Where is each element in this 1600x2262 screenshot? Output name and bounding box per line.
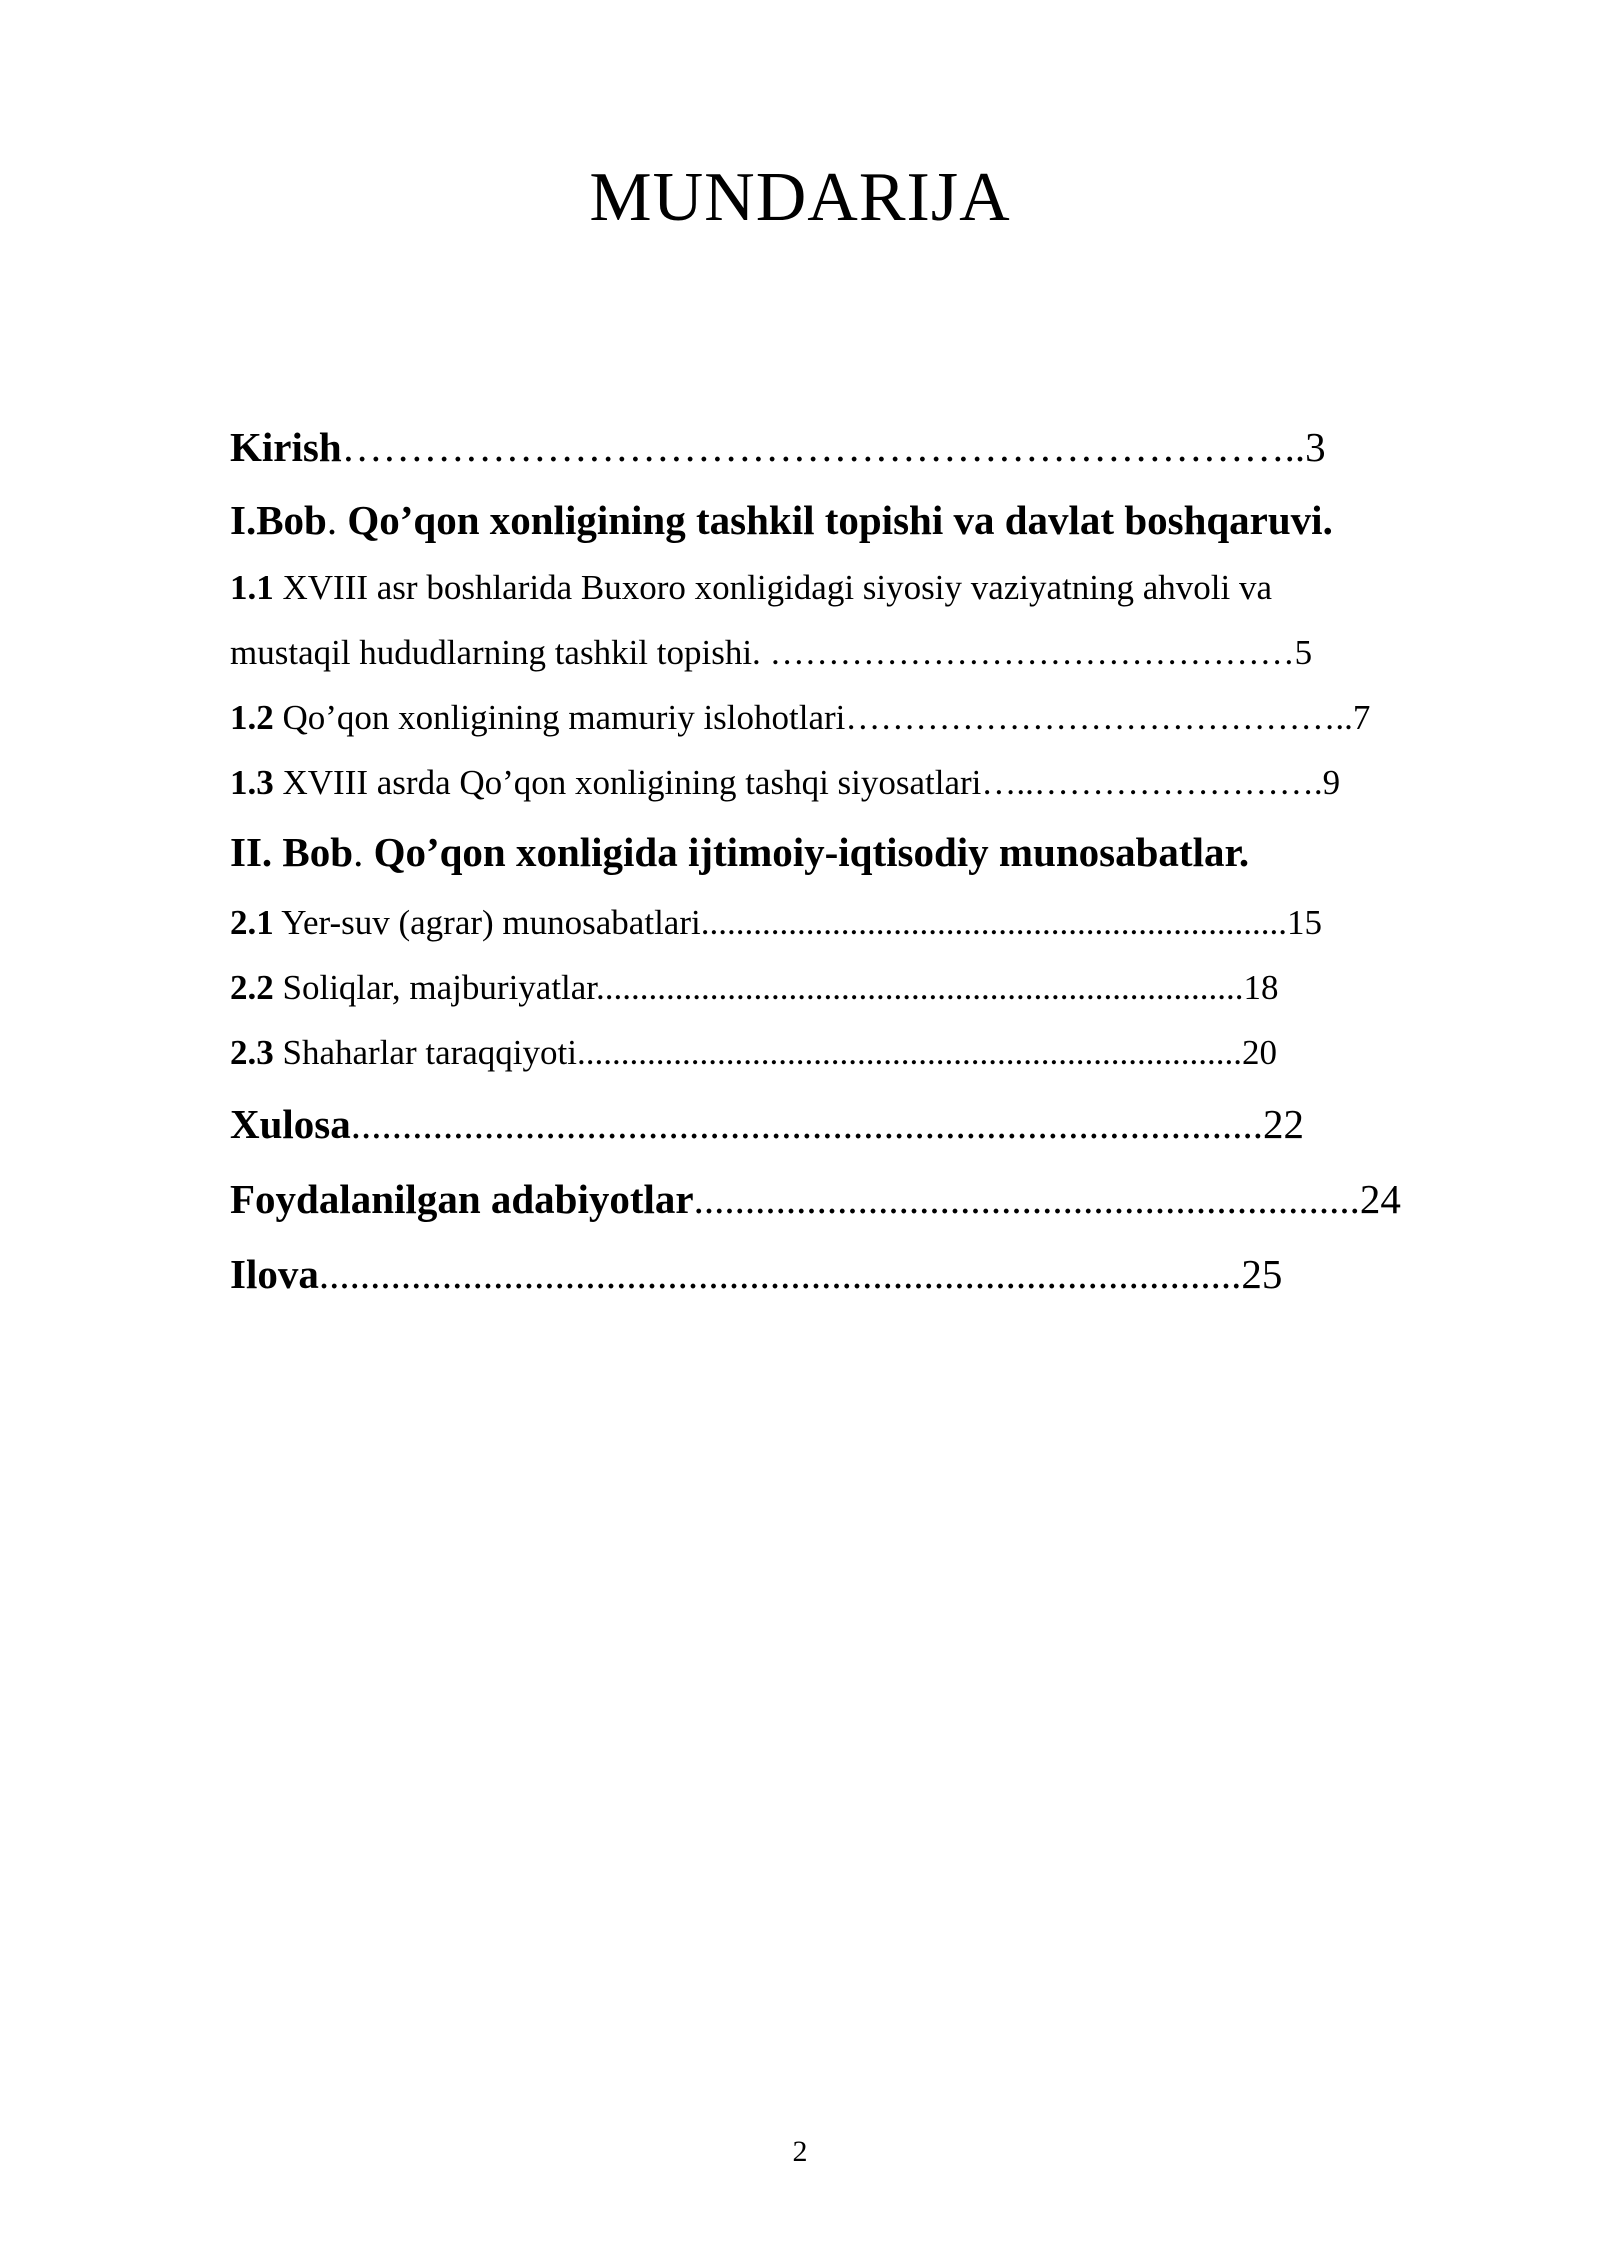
section-title-continued: mustaqil hududlarning tashkil topishi.: [230, 633, 770, 672]
toc-label: Kirish: [230, 424, 342, 470]
toc-leader: .........................................................................................: [350, 1101, 1264, 1147]
toc-leader: ..........................................................................................: [318, 1251, 1242, 1297]
section-number: 2.1: [230, 903, 274, 942]
toc-entry-2-3[interactable]: [230, 1033, 1277, 1073]
section-title: XVIII asr boshlarida Buxoro xonligidagi siyosiy vaziyatning ahvoli va: [273, 568, 1273, 607]
toc-page: 5: [1294, 633, 1313, 672]
toc-page: 25: [1241, 1251, 1283, 1297]
toc-page: 9: [1322, 763, 1341, 802]
toc-page: 22: [1263, 1101, 1305, 1147]
toc-label: Ilova: [230, 1251, 319, 1297]
page-title: MUNDARIJA: [589, 159, 1011, 236]
toc-page: 15: [1286, 903, 1322, 942]
chapter-prefix: I.Bob: [230, 497, 327, 543]
toc-entry-kirish[interactable]: [230, 423, 1326, 471]
chapter-separator: .: [326, 497, 348, 543]
toc-entry-1-1-continued[interactable]: [230, 633, 1312, 673]
chapter-title: Qo’qon xonligida ijtimoiy-iqtisodiy munosabatlar.: [373, 829, 1250, 875]
section-title: Yer-suv (agrar) munosabatlari: [273, 903, 701, 942]
section-number: 2.2: [230, 968, 274, 1007]
toc-label: Foydalanilgan adabiyotlar: [230, 1176, 694, 1222]
toc-chapter-1[interactable]: [230, 496, 1333, 544]
page-number: 2: [792, 2135, 808, 2168]
toc-entry-1-1[interactable]: [230, 568, 1272, 608]
section-number: 2.3: [230, 1033, 274, 1072]
chapter-separator: .: [353, 829, 374, 875]
section-title: XVIII asrda Qo’qon xonligining tashqi siyosatlari: [273, 763, 982, 802]
toc-leader: ...................................................................: [700, 903, 1287, 942]
toc-entry-2-2[interactable]: [230, 968, 1279, 1008]
toc-leader: ………………………………………: [769, 633, 1295, 672]
toc-page: 7: [1352, 698, 1371, 737]
toc-label: Xulosa: [230, 1101, 351, 1147]
section-number: 1.1: [230, 568, 274, 607]
toc-page: 3: [1305, 424, 1326, 470]
section-title: Soliqlar, majburiyatlar: [273, 968, 597, 1007]
toc-chapter-2[interactable]: [230, 828, 1249, 876]
toc-entry-adabiyotlar[interactable]: [230, 1175, 1401, 1223]
section-title: Qo’qon xonligining mamuriy islohotlari: [273, 698, 846, 737]
toc-entry-ilova[interactable]: [230, 1250, 1282, 1298]
toc-entry-xulosa[interactable]: [230, 1100, 1304, 1148]
toc-entry-2-1[interactable]: [230, 903, 1322, 943]
section-number: 1.2: [230, 698, 274, 737]
toc-leader: ……………………………………………………………..: [341, 424, 1306, 470]
section-title: Shaharlar taraqqiyoti: [273, 1033, 577, 1072]
chapter-title: Qo’qon xonligining tashkil topishi va davlat boshqaruvi.: [347, 497, 1333, 543]
toc-page: 20: [1241, 1033, 1277, 1072]
toc-entry-1-3[interactable]: [230, 763, 1340, 803]
toc-page: 18: [1243, 968, 1279, 1007]
toc-leader: ……………………………………..: [845, 698, 1353, 737]
toc-entry-1-2[interactable]: [230, 698, 1370, 738]
section-number: 1.3: [230, 763, 274, 802]
toc-page: 24: [1359, 1176, 1401, 1222]
toc-leader: .................................................................: [693, 1176, 1360, 1222]
toc-leader: ............................................................................: [576, 1033, 1242, 1072]
toc-leader: …..…………………….: [981, 763, 1323, 802]
toc-leader: ..........................................................................: [596, 968, 1244, 1007]
chapter-prefix: II. Bob: [230, 829, 354, 875]
